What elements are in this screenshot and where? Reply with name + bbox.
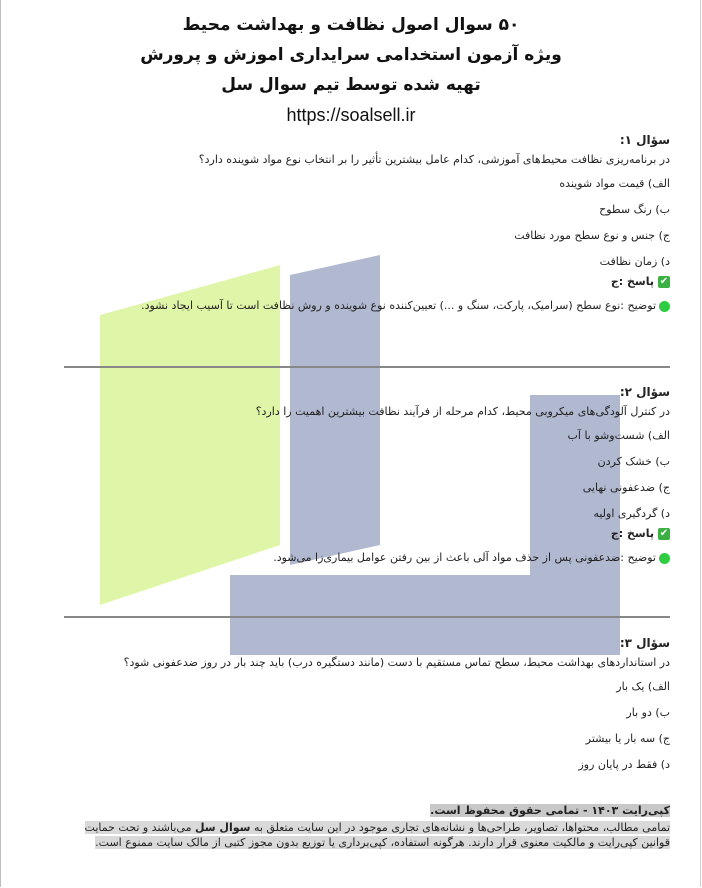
- document-header: [0, 0, 702, 128]
- explanation-text: توضیح :ضدعفونی پس از حذف مواد آلی باعث از بین رفتن عوامل بیماری‌زا می‌شود.: [273, 551, 656, 564]
- divider: [64, 366, 670, 368]
- question-3: [64, 636, 670, 784]
- option-b: ب) دو بار: [626, 706, 670, 719]
- answer-text: پاسخ :ج: [610, 275, 654, 288]
- title-line-1: ۵۰ سوال اصول نظافت و بهداشت محیط: [182, 15, 520, 35]
- answer: [64, 527, 670, 541]
- option-c: ج) ضدعفونی نهایی: [582, 481, 670, 494]
- question-2: [64, 385, 670, 565]
- check-icon: ✔: [659, 528, 669, 539]
- option-c: ج) جنس و نوع سطح مورد نظافت: [514, 229, 670, 242]
- copyright-body-end: می‌باشند و تحت حمایت قوانین کپی‌رایت و مالکیت معنوی قرار دارند. هرگونه استفاده، کپی‌برداری یا توزیع بدون مجوز کتبی از مالک سایت ممنوع است.: [84, 821, 670, 849]
- option-c: ج) سه بار یا بیشتر: [585, 732, 670, 745]
- question-text: در برنامه‌ریزی نظافت محیط‌های آموزشی، کدام عامل بیشترین تأثیر را بر انتخاب نوع مواد شوینده دارد؟: [198, 153, 670, 166]
- answer-text: پاسخ :ج: [610, 527, 654, 540]
- copyright-title: کپی‌رایت ۱۴۰۳ - تمامی حقوق محفوظ است.: [430, 804, 670, 817]
- explanation: [64, 299, 670, 313]
- explanation-text: توضیح :نوع سطح (سرامیک، پارکت، سنگ و ...) تعیین‌کننده نوع شوینده و روش نظافت است تا آسیب ایجاد نشود.: [141, 299, 656, 312]
- copyright-brand: سوال سل: [194, 821, 251, 834]
- option-d: د) گردگیری اولیه: [593, 507, 670, 520]
- site-url[interactable]: https://soalsell.ir: [286, 105, 416, 125]
- option-b: ب) رنگ سطوح: [599, 203, 670, 216]
- copyright-notice: [64, 803, 670, 850]
- question-text: در کنترل آلودگی‌های میکروبی محیط، کدام مرحله از فرآیند نظافت بیشترین اهمیت را دارد؟: [255, 405, 670, 418]
- copyright-body-start: تمامی مطالب، محتواها، تصاویر، طراحی‌ها و نشانه‌های تجاری موجود در این سایت متعلق به: [250, 821, 670, 834]
- explanation: [64, 551, 670, 565]
- title-line-2: ویژه آزمون استخدامی سرایداری اموزش و پرورش: [140, 45, 562, 65]
- check-icon: ✔: [659, 276, 669, 287]
- question-text: در استانداردهای بهداشت محیط، سطح تماس مستقیم با دست (مانند دستگیره درب) باید چند بار در روز ضدعفونی شود؟: [123, 656, 670, 669]
- copyright-body: [85, 821, 670, 849]
- question-title: سؤال ۳:: [619, 636, 670, 650]
- option-d: د) فقط در پایان روز: [578, 758, 670, 771]
- title-line-3: تهیه شده توسط تیم سوال سل: [221, 75, 481, 95]
- option-a: الف) قیمت مواد شوینده: [559, 177, 670, 190]
- green-dot-icon: [659, 301, 670, 312]
- answer: [64, 275, 670, 289]
- green-dot-icon: [659, 553, 670, 564]
- option-d: د) زمان نظافت: [599, 255, 670, 268]
- question-title: سؤال ۲:: [619, 385, 670, 399]
- option-b: ب) خشک کردن: [597, 455, 670, 468]
- divider: [64, 616, 670, 618]
- option-a: الف) شست‌وشو با آب: [567, 429, 670, 442]
- option-a: الف) یک بار: [616, 680, 670, 693]
- question-title: سؤال ۱:: [619, 133, 670, 147]
- question-1: [64, 133, 670, 313]
